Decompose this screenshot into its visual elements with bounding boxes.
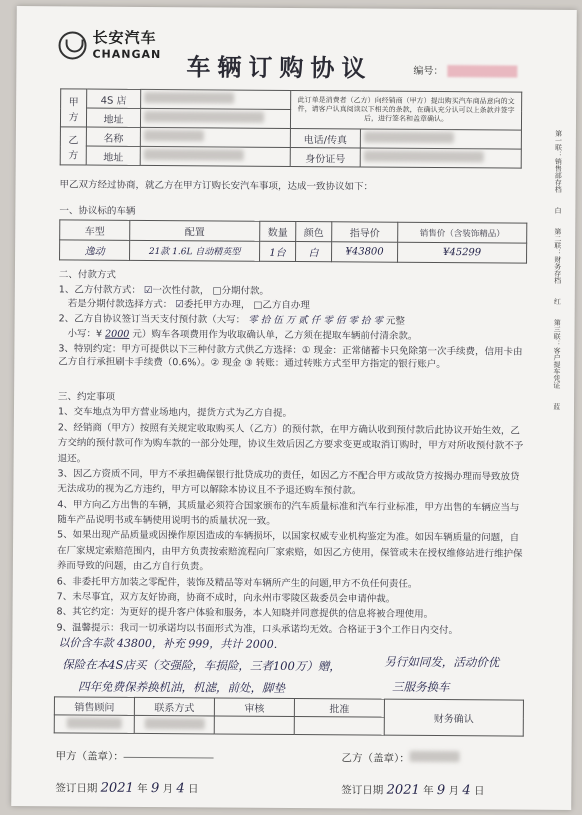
party-yi-label: 乙方 — [60, 127, 86, 165]
copy-color-1: 白 — [554, 206, 563, 214]
brand-name-en: CHANGAN — [92, 47, 162, 62]
serial-label: 编号： — [413, 65, 444, 78]
yi-seal-line — [342, 750, 460, 766]
section1-heading: 一、协议标的车辆 — [59, 205, 136, 217]
deposit-label: 2、乙方自协议签订当天支付预付款（大写： — [58, 313, 246, 326]
approve-cell — [294, 717, 384, 736]
terms-section — [56, 389, 528, 638]
copy-note-1: 第一联：销售部存档 — [554, 129, 563, 193]
cell-color: 白 — [296, 242, 332, 262]
approval-table — [54, 696, 524, 736]
deposit-note: 元）购车各项费用作为收取确认单，乙方须在提取车辆前付清余款。 — [132, 328, 418, 342]
month-unit: 月 — [448, 785, 460, 798]
yi-name-label: 名称 — [86, 127, 140, 146]
agreement-paper — [11, 6, 577, 810]
notice-cell — [290, 90, 521, 130]
section3-heading: 三、约定事项 — [58, 391, 116, 403]
yi-signature-redacted — [410, 751, 460, 762]
cell-sale-price: ¥45299 — [398, 242, 527, 263]
yi-seal-label: 乙方（盖章）： — [341, 752, 410, 765]
cell-config: 21款 1.6L 自动精英型 — [130, 240, 260, 261]
unchecked-box-icon: □ — [253, 300, 263, 312]
jia-year: 2021 — [100, 780, 134, 796]
jia-seal-label: 甲方（盖章）： — [55, 750, 124, 763]
jia-seal-line — [56, 748, 214, 764]
month-unit: 月 — [162, 783, 174, 796]
year-unit: 年 — [423, 784, 434, 797]
jia-date-label: 签订日期 — [55, 782, 98, 795]
cell-model: 逸动 — [60, 240, 130, 260]
handwritten-note-2b: 另行如同发，活动价优 — [384, 654, 500, 670]
copy-note-3: 第三联：客户提车凭证 — [552, 318, 562, 389]
payment-section — [58, 268, 529, 372]
serial-value-redacted — [447, 65, 517, 77]
col-approve: 批准 — [294, 699, 384, 718]
deposit-figure-value: 2000 — [105, 328, 130, 340]
section2-heading: 二、付款方式 — [58, 269, 116, 281]
pay-option-installment: 分期付款。 — [221, 285, 270, 297]
term-item: 5、如果出现产品质量或因操作原因造成的车辆损坏，以国家权威专业机构鉴定为准。如因车辆质量的问题，自在厂家规定索赔范围内，由甲方负责按索赔流程向厂家索赔，如因乙方使用，保管或未在授权维修站进行维护保养而导致的问题，由乙方自行负责。 — [56, 529, 523, 573]
cell-qty: 1台 — [260, 241, 296, 261]
handwritten-note-3b: 三服务换车 — [392, 679, 450, 695]
col-qty: 数量 — [260, 221, 296, 241]
yi-day: 4 — [462, 783, 471, 799]
term-item: 8、其它约定：为更好的提升客户体验和服务，本人知晓并同意提供的信息将被合理使用。 — [56, 606, 434, 621]
col-config: 配置 — [130, 220, 260, 241]
jia-month: 9 — [150, 781, 160, 797]
installment-option-jia: 委托甲方办理， — [183, 299, 251, 312]
year-unit: 年 — [137, 782, 148, 795]
col-sale-price: 销售价（含装饰精品） — [398, 222, 527, 243]
phone-label: 电话/传真 — [290, 128, 360, 147]
id-redacted — [364, 150, 484, 162]
advisor-redacted — [67, 717, 122, 728]
pay-method-label: 1、乙方付款方式： — [58, 284, 141, 296]
yi-address-redacted — [144, 149, 244, 161]
deposit-amount-words: 零 拾 伍 万 贰 仟 零 佰 零 拾 零 — [248, 314, 383, 327]
copy-color-2: 红 — [553, 297, 562, 305]
term-item: 6、非委托甲方加装之零配件，装饰及精品等对车辆所产生的问题,甲方不负任何责任。 — [56, 575, 418, 590]
col-review: 审核 — [214, 698, 294, 717]
vehicle-table — [59, 219, 527, 263]
col-model: 车型 — [60, 220, 130, 240]
finance-confirm: 财务确认 — [384, 699, 523, 736]
col-contact: 联系方式 — [134, 697, 214, 716]
col-color: 颜色 — [296, 222, 332, 242]
parties-table — [60, 88, 523, 168]
id-label: 身份证号 — [290, 147, 360, 166]
unchecked-box-icon: □ — [212, 285, 222, 297]
review-cell — [214, 716, 294, 735]
cell-msrp: ¥43800 — [332, 242, 398, 262]
copy-note-2: 第二联：财务存档 — [553, 227, 562, 284]
term-item: 2、经销商（甲方）按照有关规定收取购买人（乙方）的预付款，在甲方确认收到预付款后此协议开始生效，乙方交纳的预付款可作为购车款的一部分处理，协议生效后因乙方要求变更或取消订购时，甲方对所收预付款不予退还。 — [57, 422, 524, 465]
document-title: 车辆订购协议 — [186, 52, 373, 83]
contact-redacted — [144, 717, 204, 728]
serial-number — [413, 62, 517, 78]
checked-box-icon: ☑ — [143, 284, 153, 296]
jia-address-label: 地址 — [86, 108, 140, 127]
yi-month: 9 — [436, 783, 446, 799]
pay-option-full: 一次性付款， — [152, 284, 210, 297]
shop-label: 4S 店 — [87, 89, 141, 108]
changan-logo — [58, 30, 161, 60]
changan-logo-icon — [58, 31, 86, 59]
handwritten-note-3: 四年免费保养换机油，机滤，前处，脚垫 — [78, 679, 286, 695]
col-sales-advisor: 销售顾问 — [54, 697, 134, 716]
yi-date-line — [341, 782, 484, 798]
handwritten-note-1: 以价含车款 43800，补充 999，共计 2000. — [58, 636, 278, 651]
special-agreement: 3、特别约定：甲方可提供以下三种付款方式供乙方选择：① 现金：正常储蓄卡只免除第一次手续费，信用卡由乙方自行承担刷卡手续费（0.6%）。② 现金 ③ 转账：通过转账方式至甲方指定的银行账户。 — [58, 342, 523, 371]
yi-address-label: 地址 — [86, 146, 140, 165]
yi-date-label: 签订日期 — [341, 784, 384, 797]
brand-name-cn: 长安汽车 — [92, 28, 157, 48]
checked-box-icon: ☑ — [175, 299, 184, 311]
intro-text: 甲乙双方经过协商，就乙方在甲方订购长安汽车事项，达成一致协议如下： — [59, 179, 374, 193]
jia-date-line — [55, 780, 198, 796]
term-item: 1、交车地点为甲方营业场地内，提货方式为乙方自提。 — [57, 406, 293, 420]
installment-label: 若是分期付款选择方式： — [67, 298, 173, 311]
handwritten-note-2: 保险在本4S店买（交强险，车损险，三者100万）赠， — [62, 657, 341, 674]
copy-color-3: 蓝 — [552, 402, 561, 410]
phone-redacted — [364, 131, 454, 143]
yi-year: 2021 — [386, 782, 420, 798]
term-item: 9、温馨提示：我司一切承诺均以书面形式为准，口头承诺均无效。合格证于3个工作日内交付。 — [56, 621, 459, 636]
order-notice: 此订单是消费者（乙方）向经销商（甲方）提出购买汽车商品意向的文件，请客户认真阅读以下相关的条款，在确认充分认可以上条款并签字后，进行签名和盖章确认。 — [297, 96, 515, 123]
day-unit: 日 — [474, 785, 485, 798]
day-unit: 日 — [188, 783, 199, 796]
jia-day: 4 — [176, 781, 185, 797]
deposit-figure-label: 小写：¥ — [67, 328, 103, 340]
term-item: 4、甲方向乙方出售的车辆，其质量必须符合国家颁布的汽车质量标准和汽车行业标准，甲方出售的车辆应当与随车产品说明书或车辆使用说明书的质量状况一致。 — [57, 498, 520, 527]
party-jia-label: 甲方 — [60, 89, 86, 127]
installment-option-yi: 乙方自办理 — [262, 300, 310, 312]
copy-distribution-notes — [552, 130, 572, 424]
term-item: 3、因乙方资质不同，甲方不承担确保银行批贷成功的责任，如因乙方不配合甲方或故贷方按揭办理而导致放贷无法成功的视为乙方违约，甲方可以解除本协议且不予退还购车预付款。 — [57, 468, 520, 497]
col-msrp: 指导价 — [332, 222, 398, 242]
deposit-unit: 元整 — [385, 315, 405, 327]
shop-name-redacted — [144, 92, 234, 104]
term-item: 7、未尽事宜，双方友好协商，协商不成时，向永州市零陵区裁委员会申请仲裁。 — [56, 591, 396, 605]
jia-address-redacted — [144, 111, 264, 123]
yi-name-redacted — [144, 130, 204, 141]
